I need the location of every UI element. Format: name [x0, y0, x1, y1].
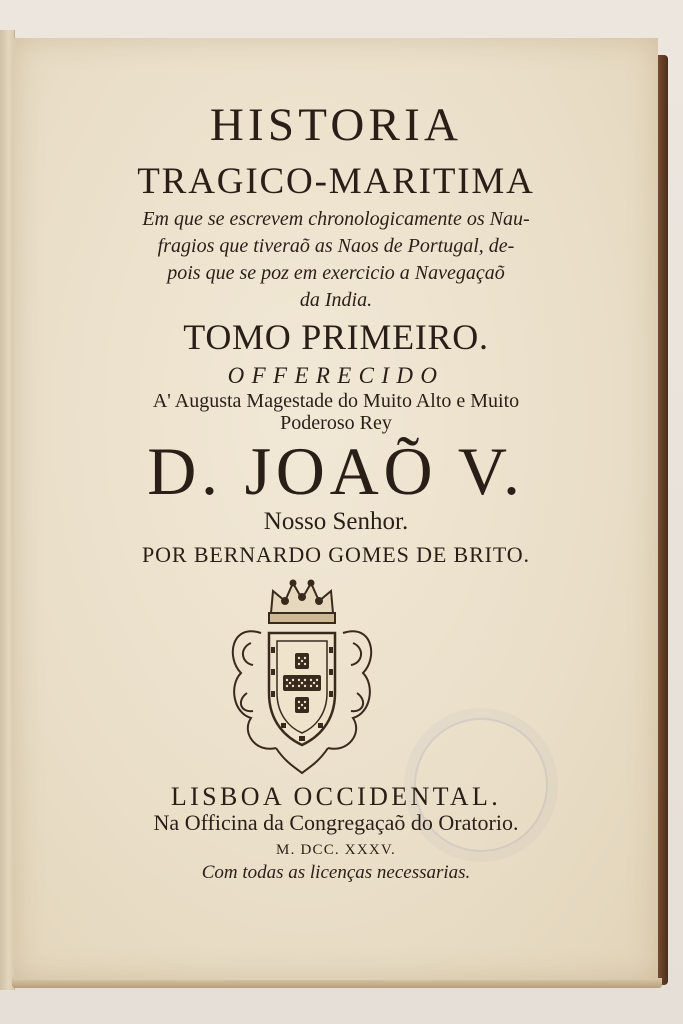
title-line-1: HISTORIA — [209, 99, 463, 151]
title-line-2: TRAGICO-MARITIMA — [137, 161, 535, 202]
volume-heading: TOMO PRIMEIRO. — [183, 317, 489, 357]
honorific: Nosso Senhor. — [263, 508, 409, 535]
coat-of-arms-icon — [221, 573, 383, 778]
offered-heading: OFFERECIDO — [227, 363, 445, 388]
left-page-edge — [0, 30, 15, 990]
subtitle-line-3: pois que se poz em exercicio a Navegaçaõ — [167, 262, 505, 284]
subtitle-line-4: da India. — [299, 289, 373, 311]
imprint-city: LISBOA OCCIDENTAL. — [170, 782, 502, 811]
subtitle-line-2: fragios que tiveraõ as Naos de Portugal, de- — [157, 235, 515, 257]
dedication-line-2: Poderoso Rey — [280, 412, 392, 434]
imprint-printer: Na Officina da Congregaçaõ do Oratorio. — [153, 810, 519, 835]
dedication-line-1: A' Augusta Magestade do Muito Alto e Muito — [152, 390, 520, 412]
title-page — [14, 38, 658, 980]
subtitle-line-1: Em que se escrevem chronologicamente os Nau- — [142, 208, 530, 230]
imprint-licenses: Com todas as licenças necessarias. — [201, 862, 471, 883]
author-line: POR BERNARDO GOMES DE BRITO. — [142, 542, 530, 567]
imprint-year: M. DCC. XXXV. — [276, 842, 396, 858]
king-name: D. JOAÕ V. — [147, 433, 525, 509]
